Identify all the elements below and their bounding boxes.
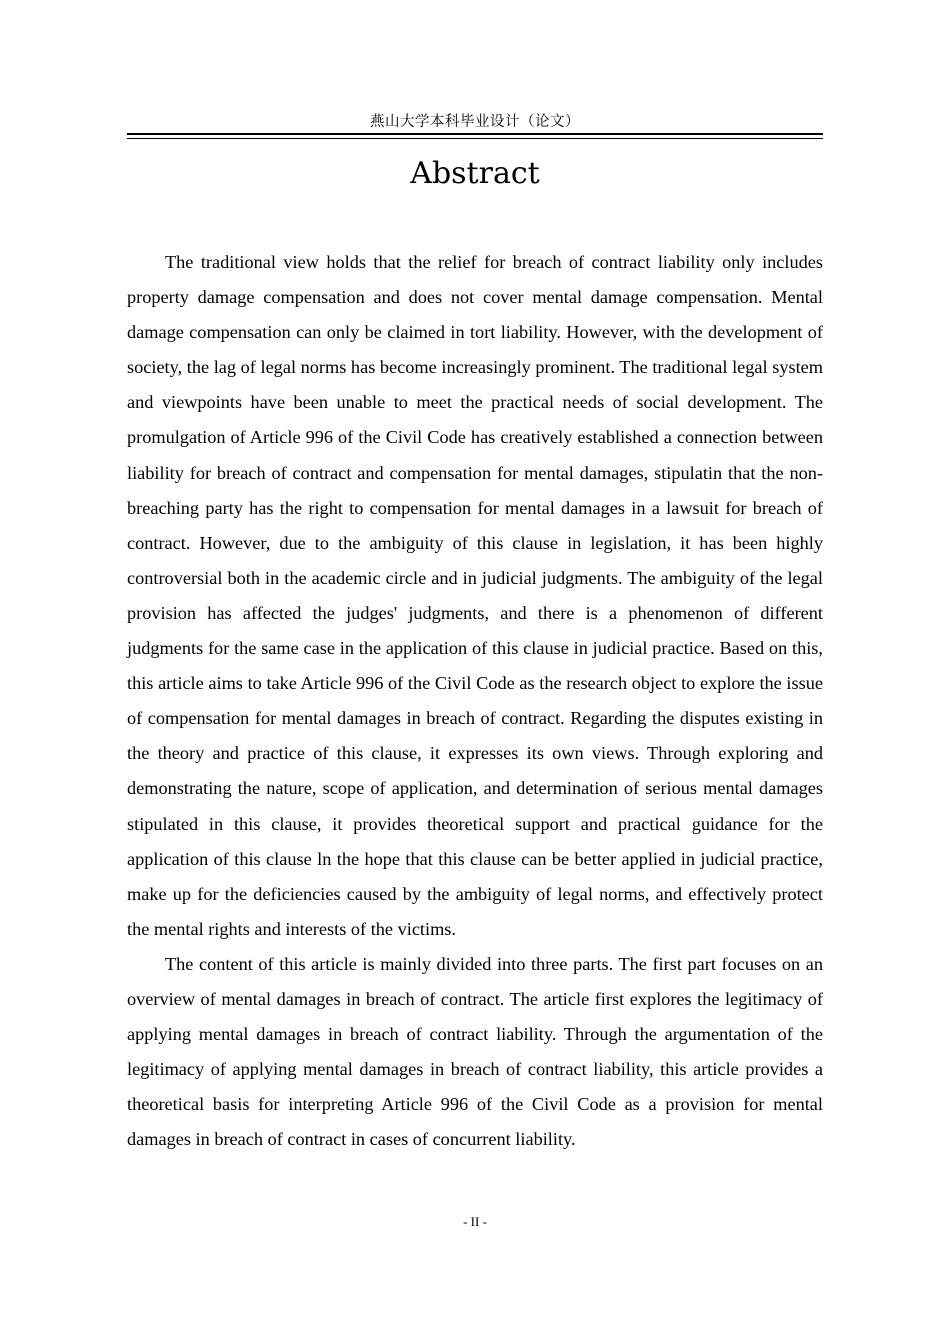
abstract-paragraph-2: The content of this article is mainly divided into three parts. The first part focuses on an overview of mental damages in breach of contract. The article first explores the legitimacy of applying mental damages in breach of contract liability. Through the argumentation of the legitimacy of applying mental damages in breach of contract liability, this article provides a theoretical basis for interpreting Article 996 of the Civil Code as a provision for mental damages in breach of contract in cases of concurrent liability. [127,953,823,1150]
header-rule-thick [127,133,823,135]
running-header: 燕山大学本科毕业设计（论文） [370,114,580,130]
abstract-paragraph-1: The traditional view holds that the relief for breach of contract liability only includes property damage compensation and does not cover mental damage compensation. Mental damage compensation can only be claimed in tort liability. However, with the development of society, the lag of legal norms has become increasingly prominent. The traditional legal system and viewpoints have been unable to meet the practical needs of social development. The promulgation of Article 996 of the Civil Code has creatively established a connection between liability for breach of contract and compensation for mental damages, stipulatin that the non-breaching party has the right to compensation for mental damages in a lawsuit for breach of contract. However, due to the ambiguity of this clause in legislation, it has been highly controversial both in the academic circle and in judicial judgments. The ambiguity of the legal provision has affected the judges' judgments, and there is a phenomenon of different judgments for the same case in the application of this clause in judicial practice. Based on this, this article aims to take Article 996 of the Civil Code as the research object to explore the issue of compensation for mental damages in breach of contract. Regarding the disputes existing in the theory and practice of this clause, it expresses its own views. Through exploring and demonstrating the nature, scope of application, and determination of serious mental damages stipulated in this clause, it provides theoretical support and practical guidance for the application of this clause ln the hope that this clause can be better applied in judicial practice, make up for the deficiencies caused by the ambiguity of legal norms, and effectively protect the mental rights and interests of the victims. [127,252,823,939]
header-rule-thin [127,138,823,139]
abstract-title: Abstract [410,156,540,191]
abstract-body [127,245,823,1157]
page-number: - II - [463,1214,487,1229]
